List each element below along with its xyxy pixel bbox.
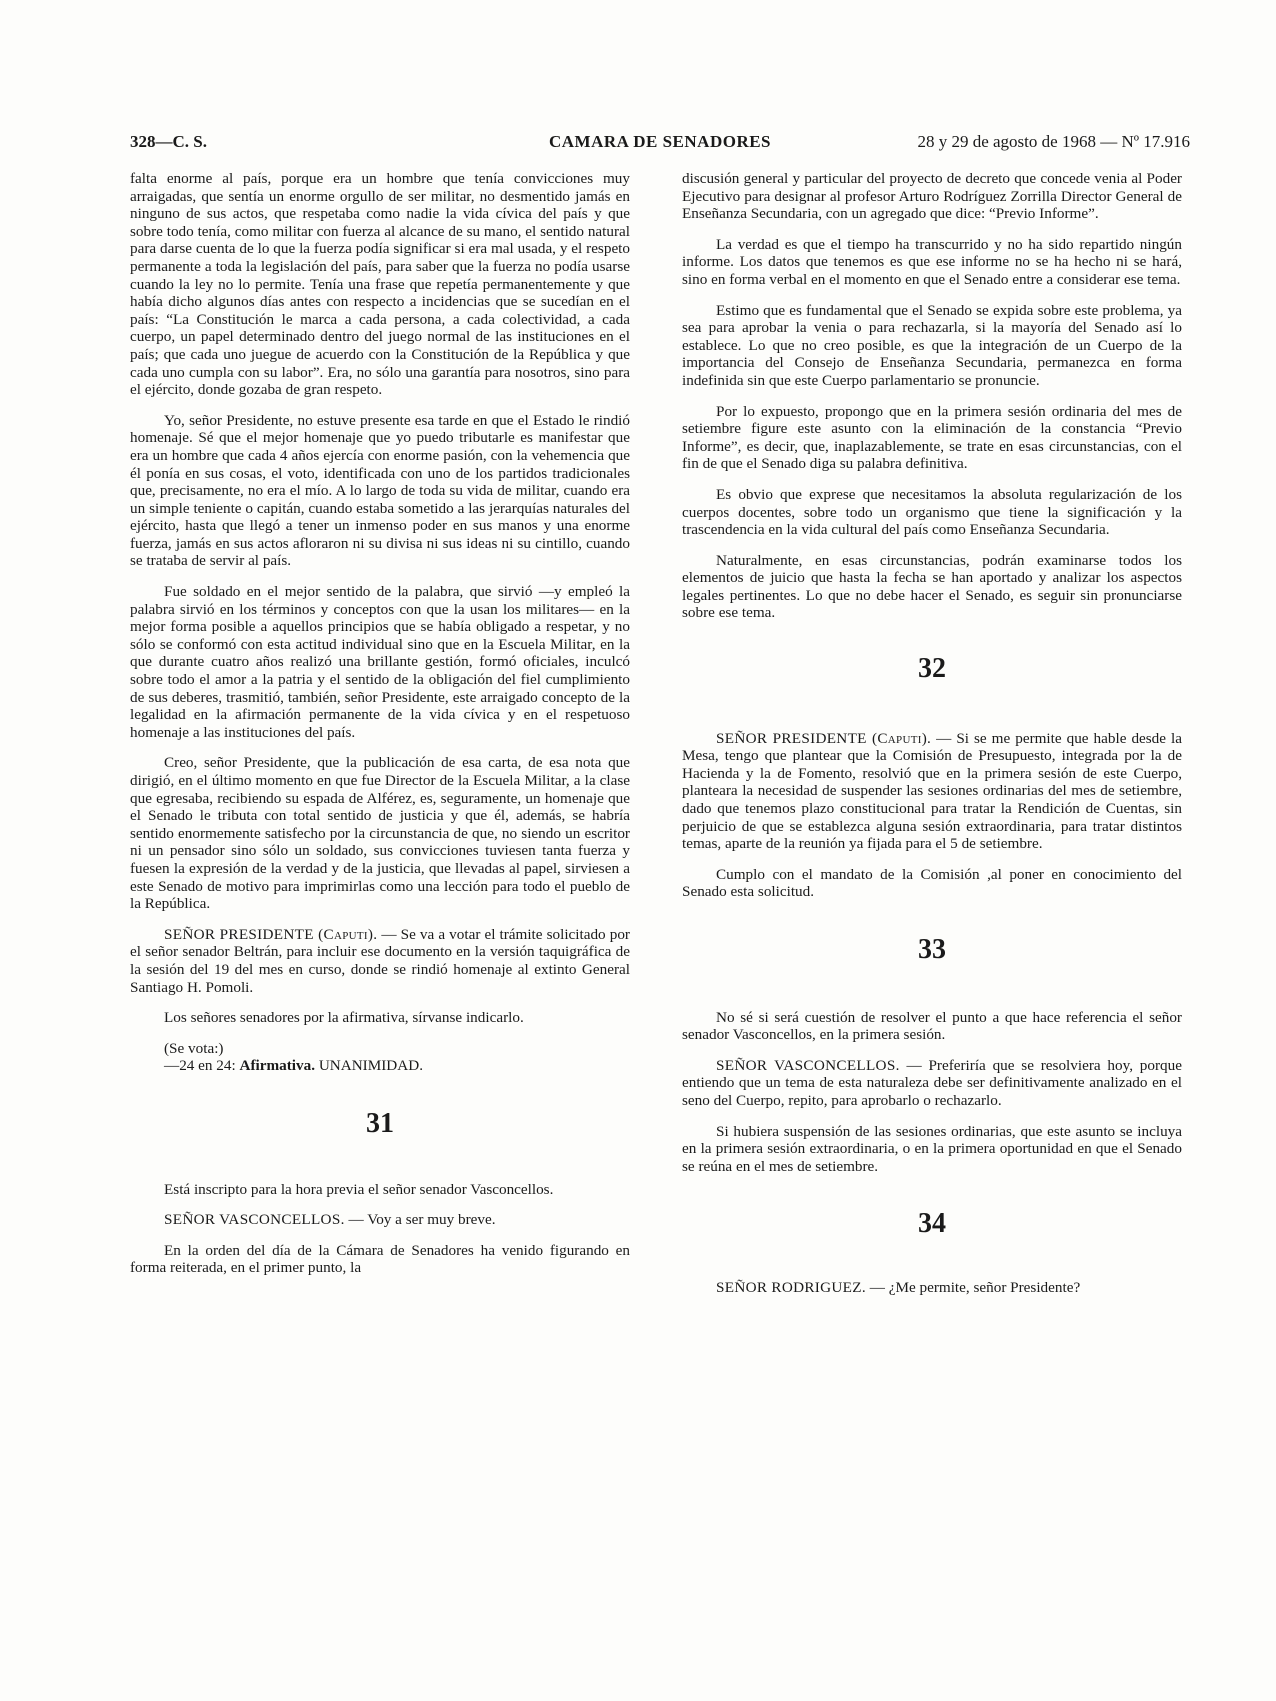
speaker-name: SEÑOR RODRIGUEZ. [716, 1278, 866, 1296]
speaker-name: SEÑOR PRESIDENTE (Caputi). [164, 925, 378, 943]
paragraph: Es obvio que exprese que necesitamos la absoluta regularización de los cuerpos docentes, sobre todo un organismo que tiene la significación y la trascendencia en la vida cultural del país como Enseñanza Secundaria. [682, 485, 1182, 539]
paragraph: Creo, señor Presidente, que la publicación de esa carta, de esa nota que dirigió, en el último momento en que fue Director de la Escuela Militar, a la clase que egresaba, recibiendo su espada de Alférez, es, seguramente, un homenaje que el Senado le tributa con total sentido de justicia y que él, además, se habría sentido enormemente satisfecho por la circunstancia de que, no siendo un escritor ni un pensador sino sólo un soldado, sus convicciones tuviesen tanta fuerza y fuesen la expresión de la verdad y de la justicia, que llevadas al papel, sirviesen a este Senado de motivo para imprimirlas como una lección para todo el pueblo de la República. [130, 754, 630, 913]
section-number: 33 [918, 934, 946, 965]
paragraph: La verdad es que el tiempo ha transcurrido y no ha sido repartido ningún informe. Los datos que tenemos es que ese informe no se ha hecho ni se hará, sino en forma verbal en el momento en que el Senado entre a considerar ese tema. [682, 235, 1182, 288]
right-column [682, 170, 1182, 1310]
paragraph: Está inscripto para la hora previa el señor senador Vasconcellos. [164, 1180, 554, 1198]
speaker-paragraph [130, 926, 630, 996]
speech-text: — ¿Me permite, señor Presidente? [865, 1278, 1081, 1296]
speaker-name: SEÑOR VASCONCELLOS. [716, 1056, 900, 1074]
paragraph: Naturalmente, en esas circunstancias, podrán examinarse todos los elementos de juicio que hasta la fecha se han aportado y analizar los aspectos legales pertinentes. Lo que no debe hacer el Senado, es seguir sin pronunciarse sobre ese tema. [682, 551, 1182, 622]
left-column [130, 170, 630, 1290]
paragraph: Cumplo con el mandato de la Comisión ,al poner en conocimiento del Senado esta solicitud. [682, 865, 1182, 901]
paragraph: En la orden del día de la Cámara de Senadores ha venido figurando en forma reiterada, en el primer punto, la [130, 1241, 630, 1277]
paragraph: discusión general y particular del proyecto de decreto que concede venia al Poder Ejecutivo para designar al profesor Arturo Rodríguez Zorrilla Director General de Enseñanza Secundaria, con un agregado que dice: “Previo Informe”. [682, 170, 1182, 223]
page-number: 328—C. S. [130, 132, 207, 151]
section-number: 34 [918, 1208, 946, 1240]
section-number: 31 [366, 1107, 394, 1139]
paragraph: falta enorme al país, porque era un hombre que tenía convicciones muy arraigadas, que sentía un enorme orgullo de ser militar, no desmentido jamás en ninguno de sus actos, que respetaba como nadie la vida cívica del país y que sobre todo tenía, como militar con fuerza al alcance de su mano, el sentido natural para darse cuenta de lo que la fuerza podía significar si era mal usada, y el respeto permanente a toda la legislación del país, para saber que la fuerza no podía usarse cuando la ley no lo permite. Tenía una frase que repetía permanentemente y que había dicho algunos días antes con respecto a incidencias que se sucedían en el país: “La Constitución le marca a cada persona, a cada colectividad, a cada cuerpo, un papel determinado dentro del juego normal de las instituciones en el país; que cada uno juegue de acuerdo con la Constitución de la República y que cada uno cumpla con su labor”. Era, no sólo una garantía para nosotros, sino para el ejército, donde gozaba de gran respeto. [130, 170, 630, 399]
vote-line: (Se vota:) [164, 1039, 224, 1057]
speech-text: — Se va a votar el trámite solicitado por el señor senador Beltrán, para incluir ese documento en la versión taquigráfica de la sesión del 19 del mes en curso, donde se rindió homenaje al extinto General Santiago H. Pomoli. [130, 925, 630, 996]
vote-unanimity: UNANIMIDAD. [315, 1057, 424, 1075]
speech-text: — Voy a ser muy breve. [344, 1211, 496, 1229]
speech-text: — Preferiría que se resolviera hoy, porque entiendo que un tema de esta naturaleza debe ser definitivamente analizado en el seno del Cuerpo, repito, para aprobarlo o rechazarlo. [682, 1056, 1182, 1109]
speech-text: — Si se me permite que hable desde la Mesa, tengo que plantear que la Comisión de Presupuesto, integrada por la de Hacienda y la de Fomento, resolvió que en la primera sesión de este Cuerpo, planteara la necesidad de suspender las sesiones ordinarias del mes de setiembre, dado que tenemos plazo constitucional para tratar la Rendición de Cuentas, sin perjuicio de que se establezca alguna sesión extraordinaria, para tratar distintos temas, aparte de la reunión ya fijada para el 5 de setiembre. [682, 729, 1182, 853]
speaker-paragraph [682, 1057, 1182, 1110]
speaker-paragraph [130, 1211, 630, 1229]
publication-title: CAMARA DE SENADORES [548, 132, 772, 151]
speaker-paragraph [682, 730, 1182, 853]
paragraph: Los señores senadores por la afirmativa, sírvanse indicarlo. [164, 1009, 524, 1027]
vote-count: —24 en 24: [164, 1057, 240, 1075]
vote-result [130, 1057, 630, 1075]
speaker-name: SEÑOR VASCONCELLOS. [164, 1211, 345, 1229]
paragraph: Fue soldado en el mejor sentido de la palabra, que sirvió —y empleó la palabra sirvió en los términos y conceptos con que la usan los militares— en la mejor forma posible a aquellos principios que se había obligado a respetar, y no sólo se conformó con esta actitud individual sino que en la Escuela Militar, en la que durante cuatro años realizó una brillante gestión, formó oficiales, inculcó sobre todo el amor a la patria y el sentido de la obligación del fiel cumplimiento de sus deberes, trasmitió, también, señor Presidente, este arraigado concepto de la legalidad en la afirmación permanente de la vida cívica y en el respetuoso homenaje a las instituciones del país. [130, 583, 630, 741]
issue-date: 28 y 29 de agosto de 1968 — Nº 17.916 [917, 132, 1190, 151]
vote-outcome: Afirmativa. [239, 1057, 316, 1075]
paragraph: Por lo expuesto, propongo que en la primera sesión ordinaria del mes de setiembre figure este asunto con la eliminación de la constancia “Previo Informe”, es decir, que, inaplazablemente, se trate en esas circunstancias, con el fin de que el Senado diga su palabra definitiva. [682, 402, 1182, 473]
paragraph: Yo, señor Presidente, no estuve presente esa tarde en que el Estado le rindió homenaje. Sé que el mejor homenaje que yo puedo tributarle es manifestar que era un hombre que cada 4 años ejercía con enorme pasión, con la vehemencia que él ponía en sus cosas, el voto, identificada con uno de los partidos tradicionales que, precisamente, no era el mío. A lo largo de toda su vida de militar, cuando era un simple teniente o capitán, cuando estaba sometido a las jerarquías naturales del ejército, hasta que llegó a tener un inmenso poder en sus manos y una enorme fuerza, jamás en sus actos afloraron ni su divisa ni sus ideas ni su cintillo, cuando se trataba de servir al país. [130, 411, 630, 570]
paragraph: Estimo que es fundamental que el Senado se expida sobre este problema, ya sea para aprobar la venia o para rechazarla, si la mayoría del Senado así lo establece. Lo que no creo posible, es que la integración de un Cuerpo de la importancia del Consejo de Enseñanza Secundaria, permanezca en forma indefinida sin que este Cuerpo parlamentario se pronuncie. [682, 301, 1182, 389]
speaker-paragraph [682, 1279, 1182, 1297]
section-number: 32 [918, 653, 946, 685]
paragraph: No sé si será cuestión de resolver el punto a que hace referencia el señor senador Vasconcellos, en la primera sesión. [682, 1008, 1182, 1044]
speaker-name: SEÑOR PRESIDENTE (Caputi). [716, 729, 932, 747]
page-header [130, 132, 1190, 156]
paragraph: Si hubiera suspensión de las sesiones ordinarias, que este asunto se incluya en la primera sesión extraordinaria, o en la primera oportunidad en que el Senado se reúna en el mes de setiembre. [682, 1122, 1182, 1175]
